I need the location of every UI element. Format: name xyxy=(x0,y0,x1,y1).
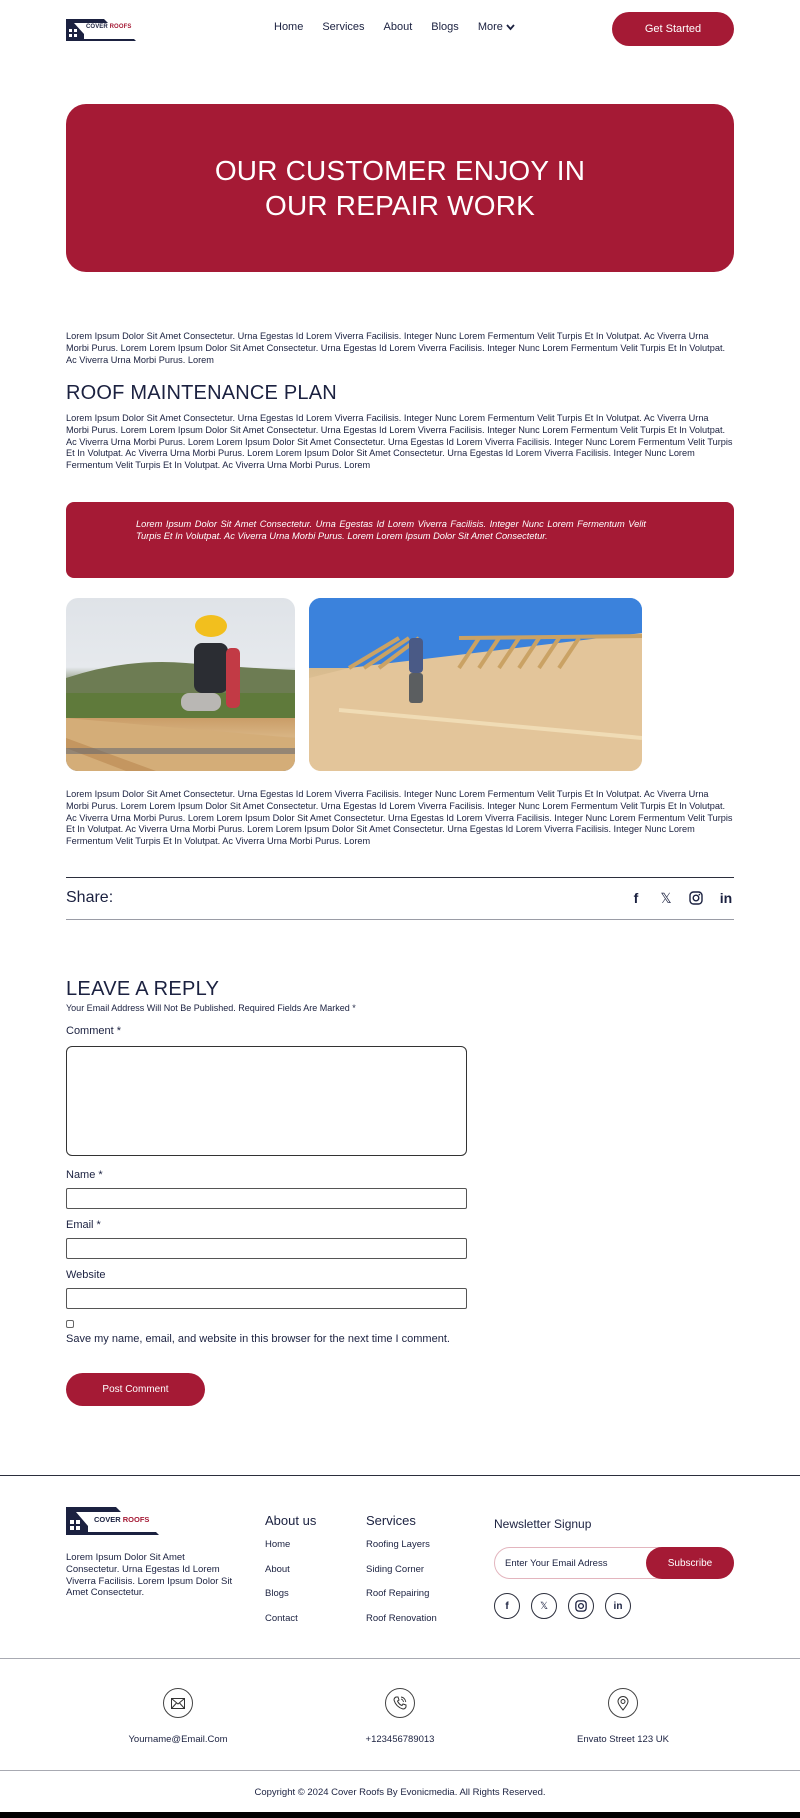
nav-home[interactable]: Home xyxy=(274,21,304,33)
contact-phone[interactable] xyxy=(300,1688,500,1745)
footer-logo[interactable] xyxy=(66,1505,159,1535)
share-label: Share: xyxy=(66,889,114,906)
newsletter-form xyxy=(494,1547,734,1579)
contact-address[interactable] xyxy=(523,1688,723,1745)
comment-textarea[interactable] xyxy=(66,1046,467,1156)
share-bar xyxy=(66,877,734,920)
footer-about-title: About us xyxy=(265,1513,317,1528)
website-label: Website xyxy=(66,1269,106,1281)
footer-services-title: Services xyxy=(366,1513,416,1528)
footer-divider xyxy=(0,1658,800,1659)
footer-description: Lorem Ipsum Dolor Sit Amet Consectetur. Urna Egestas Id Lorem Viverra Facilisis. Lorem Ipsum Dolor Sit Amet Consectetur. xyxy=(66,1552,233,1599)
email-input[interactable] xyxy=(66,1238,467,1259)
facebook-icon[interactable]: f xyxy=(633,890,639,906)
hero-title: OUR CUSTOMER ENJOY IN OUR REPAIR WORK xyxy=(214,155,586,221)
hero-banner xyxy=(66,104,734,272)
quote-text: Lorem Ipsum Dolor Sit Amet Consectetur. Urna Egestas Id Lorem Viverra Facilisis. Integer Nunc Lorem Fermentum Velit Turpis Et In Volutpat. Ac Viverra Urna Morbi Purus. Lorem Lorem Ipsum Dolor Sit Amet Consectetur. xyxy=(136,519,646,541)
article-image-worker-woman xyxy=(66,598,295,771)
contact-phone-text: +123456789013 xyxy=(365,1734,435,1745)
save-info-checkbox[interactable] xyxy=(66,1320,74,1328)
intro-paragraph: Lorem Ipsum Dolor Sit Amet Consectetur. Urna Egestas Id Lorem Viverra Facilisis. Integer Nunc Lorem Fermentum Velit Turpis Et In Volutpat. Ac Viverra Urna Morbi Purus. Lorem Lorem Ipsum Dolor Sit Amet Consectetur. Urna Egestas Id Lorem Viverra Facilisis. Integer Nunc Lorem Fermentum Velit Turpis Et In Volutpat. Ac Viverra Urna Morbi Purus. Lorem xyxy=(66,331,726,365)
instagram-icon[interactable] xyxy=(568,1593,594,1619)
footer-logo-text: COVER ROOFS xyxy=(94,1515,150,1524)
name-label: Name * xyxy=(66,1169,103,1181)
copyright-text: Copyright © 2024 Cover Roofs By Evonicmedia. All Rights Reserved. xyxy=(254,1787,546,1798)
footer-link-blogs[interactable]: Blogs xyxy=(265,1588,289,1599)
contact-email[interactable] xyxy=(78,1688,278,1745)
footer-services-column xyxy=(366,1513,437,1637)
article-image-roofer xyxy=(309,598,642,771)
closing-paragraph: Lorem Ipsum Dolor Sit Amet Consectetur. Urna Egestas Id Lorem Viverra Facilisis. Integer Nunc Lorem Fermentum Velit Turpis Et In Volutpat. Ac Viverra Urna Morbi Purus. Lorem Lorem Ipsum Dolor Sit Amet Consectetur. Urna Egestas Id Lorem Viverra Facilisis. Integer Nunc Lorem Fermentum Velit Turpis Et In Volutpat. Ac Viverra Urna Morbi Purus. Lorem Lorem Ipsum Dolor Sit Amet Consectetur. Urna Egestas Id Lorem Viverra Facilisis. Integer Nunc Lorem Fermentum Velit Turpis Et In Volutpat. Ac Viverra Urna Morbi Purus. Lorem Lorem Ipsum Dolor Sit Amet Consectetur. Urna Egestas Id Lorem Viverra Facilisis. Integer Nunc Lorem Fermentum Velit Turpis Et In Volutpat. Ac Viverra Urna Morbi Purus. Lorem xyxy=(66,789,733,847)
footer-link-roofing-layers[interactable]: Roofing Layers xyxy=(366,1539,430,1550)
post-comment-button[interactable]: Post Comment xyxy=(66,1373,205,1406)
footer-divider xyxy=(0,1475,800,1476)
section-paragraph: Lorem Ipsum Dolor Sit Amet Consectetur. Urna Egestas Id Lorem Viverra Facilisis. Integer Nunc Lorem Fermentum Velit Turpis Et In Volutpat. Ac Viverra Urna Morbi Purus. Lorem Lorem Ipsum Dolor Sit Amet Consectetur. Urna Egestas Id Lorem Viverra Facilisis. Integer Nunc Lorem Fermentum Velit Turpis Et In Volutpat. Ac Viverra Urna Morbi Purus. Lorem Lorem Ipsum Dolor Sit Amet Consectetur. Urna Egestas Id Lorem Viverra Facilisis. Integer Nunc Lorem Fermentum Velit Turpis Et In Volutpat. Ac Viverra Urna Morbi Purus. Lorem Lorem Ipsum Dolor Sit Amet Consectetur. Urna Egestas Id Lorem Viverra Facilisis. Integer Nunc Lorem Fermentum Velit Turpis Et In Volutpat. Ac Viverra Urna Morbi Purus. Lorem xyxy=(66,413,733,471)
footer-link-about[interactable]: About xyxy=(265,1563,290,1575)
nav-about[interactable]: About xyxy=(383,21,413,33)
footer-divider xyxy=(0,1770,800,1771)
nav-blogs[interactable]: Blogs xyxy=(431,21,459,33)
nav-more[interactable] xyxy=(478,21,515,33)
reply-title: LEAVE A REPLY xyxy=(66,978,220,1000)
footer-about-column xyxy=(265,1513,316,1637)
mail-icon xyxy=(163,1688,193,1718)
name-input[interactable] xyxy=(66,1188,467,1209)
share-icons xyxy=(628,890,734,906)
facebook-icon[interactable]: f xyxy=(494,1593,520,1619)
footer-link-contact[interactable]: Contact xyxy=(265,1612,298,1624)
footer-link-siding-corner[interactable]: Siding Corner xyxy=(366,1563,425,1575)
logo-text: COVER ROOFS xyxy=(86,24,132,30)
linkedin-icon[interactable]: in xyxy=(605,1593,631,1619)
instagram-icon[interactable] xyxy=(688,890,704,906)
nav-more-label: More xyxy=(477,21,503,33)
footer-link-roof-repairing[interactable]: Roof Repairing xyxy=(366,1588,430,1599)
comment-label: Comment * xyxy=(66,1025,122,1037)
phone-icon xyxy=(385,1688,415,1718)
website-input[interactable] xyxy=(66,1288,467,1309)
footer-link-roof-renovation[interactable]: Roof Renovation xyxy=(366,1612,437,1624)
site-header xyxy=(0,0,800,56)
footer-social-icons xyxy=(494,1593,631,1619)
subscribe-button[interactable]: Subscribe xyxy=(646,1547,734,1579)
section-title: ROOF MAINTENANCE PLAN xyxy=(66,382,337,404)
location-pin-icon xyxy=(608,1688,638,1718)
chevron-down-icon xyxy=(506,24,515,31)
newsletter-email-input[interactable] xyxy=(505,1548,645,1578)
nav-services[interactable]: Services xyxy=(322,21,365,33)
bottom-bar xyxy=(0,1812,800,1818)
blockquote xyxy=(66,502,734,578)
linkedin-icon[interactable]: in xyxy=(719,890,733,906)
newsletter-title: Newsletter Signup xyxy=(494,1517,592,1531)
x-icon[interactable]: 𝕏 xyxy=(531,1593,557,1619)
reply-note: Your Email Address Will Not Be Published. Required Fields Are Marked * xyxy=(66,1003,356,1013)
contact-address-text: Envato Street 123 UK xyxy=(577,1734,669,1745)
save-info-label: Save my name, email, and website in this browser for the next time I comment. xyxy=(66,1333,450,1345)
get-started-button[interactable]: Get Started xyxy=(612,12,734,46)
logo[interactable] xyxy=(66,17,136,41)
footer-link-home[interactable]: Home xyxy=(265,1539,291,1550)
main-nav xyxy=(274,21,534,33)
x-icon[interactable]: 𝕏 xyxy=(660,889,672,906)
image-illustration xyxy=(66,598,295,771)
image-illustration xyxy=(309,598,642,771)
email-label: Email * xyxy=(66,1219,101,1231)
contact-email-text: Yourname@Email.Com xyxy=(128,1734,228,1745)
